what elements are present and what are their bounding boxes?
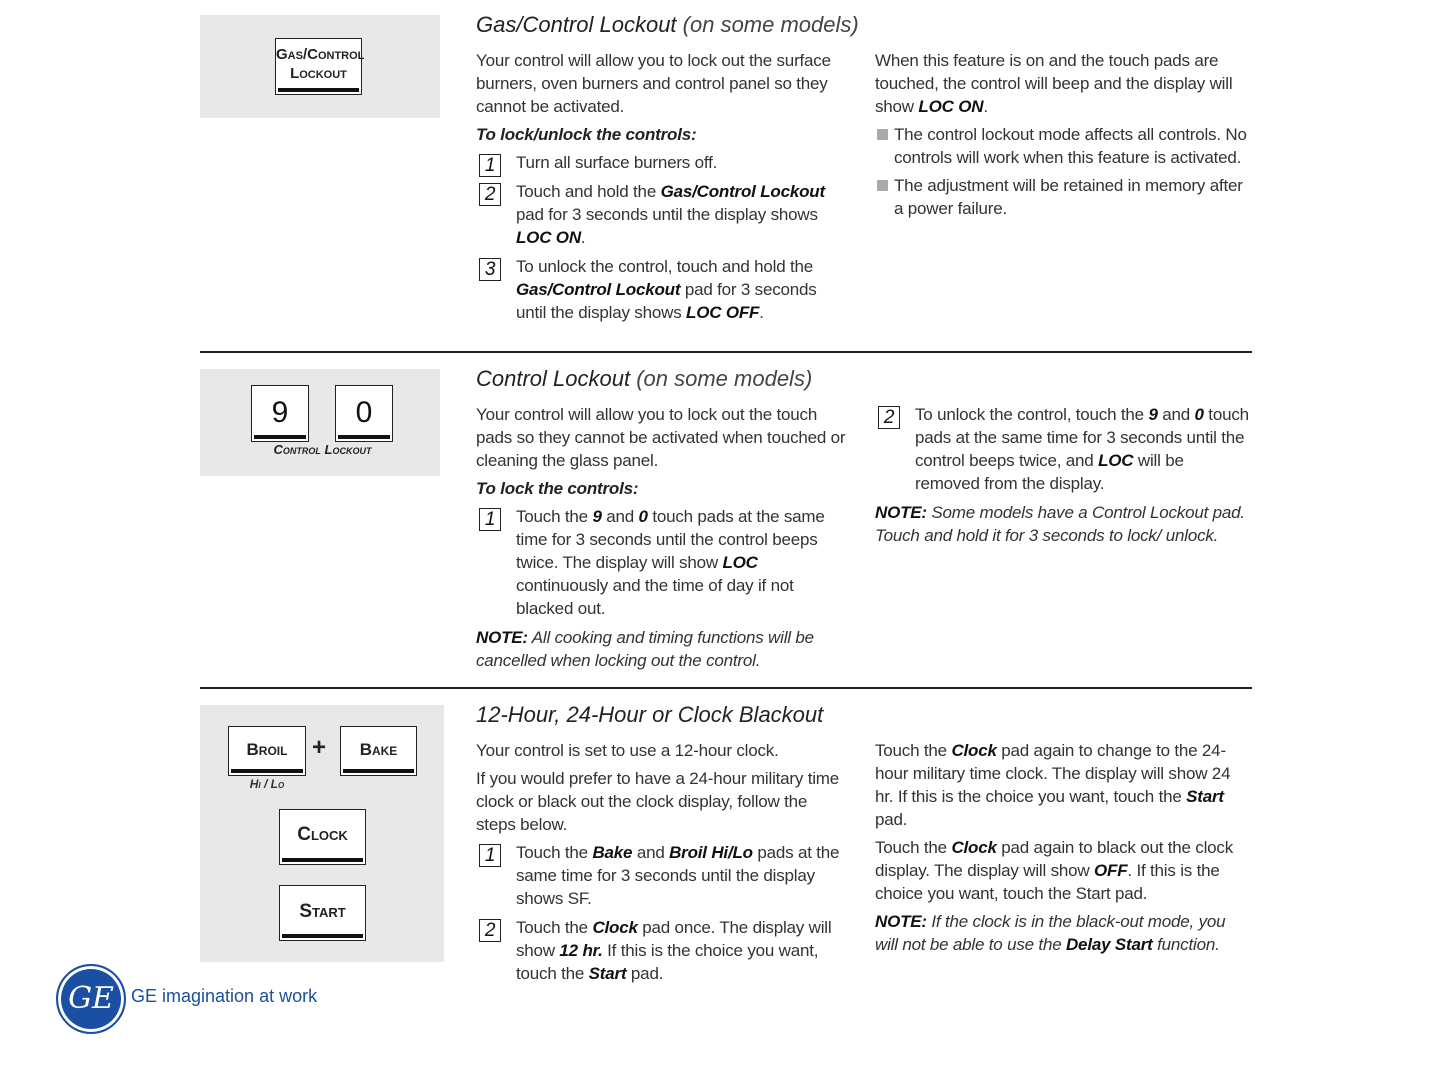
- emphasis-text: Start: [588, 964, 627, 983]
- control-lockout-label: Control Lockout: [273, 442, 372, 457]
- pad-9: [251, 385, 309, 442]
- text: pad.: [626, 964, 664, 983]
- note: [875, 910, 1250, 956]
- note: [875, 501, 1250, 547]
- emphasis-text: 9: [592, 507, 602, 526]
- text: Touch the: [516, 918, 593, 937]
- text: To unlock the control, touch and hold the: [516, 257, 814, 276]
- section-title: [476, 702, 1256, 736]
- text: If you would prefer to have a 24-hour military time clock or black out the clock display, follow the steps below.: [476, 769, 840, 834]
- text: Your control will allow you to lock out the touch pads so they cannot be activated when touched or cleaning the glass panel.: [476, 405, 846, 470]
- text: Turn all surface burners off.: [516, 153, 718, 172]
- step-item: [476, 916, 851, 985]
- step-number-icon: 2: [479, 919, 501, 942]
- gas-control-lockout-illustration: [200, 15, 440, 118]
- paragraph: [875, 836, 1250, 905]
- emphasis-text: NOTE:: [875, 503, 927, 522]
- step-item: [476, 841, 851, 910]
- pad-label: Gas/Control: [276, 46, 365, 63]
- bullet-item: [875, 174, 1250, 220]
- emphasis-text: LOC ON: [918, 97, 984, 116]
- pad-label: Broil: [246, 740, 288, 759]
- emphasis-text: LOC: [1098, 451, 1134, 470]
- text: If this is the choice you want, touch the: [516, 941, 819, 983]
- text: The adjustment will be retained in memory after a power failure.: [894, 176, 1243, 218]
- gas-control-lockout-pad: [275, 38, 365, 95]
- text: The control lockout mode affects all controls. No controls will work when this feature is activated.: [894, 125, 1247, 167]
- text: Touch the: [875, 741, 952, 760]
- control-lockout-section: [476, 366, 1256, 670]
- left-column: [476, 403, 851, 677]
- text: pad.: [875, 810, 908, 829]
- emphasis-text: LOC OFF: [686, 303, 760, 322]
- logo-text: GE: [68, 981, 114, 1016]
- emphasis-text: Clock: [951, 838, 997, 857]
- control-lockout-illustration: [200, 369, 440, 476]
- right-column: [875, 403, 1250, 552]
- bullet-item: [875, 123, 1250, 169]
- text: . If this is the choice you want, touch the Start pad.: [875, 861, 1220, 903]
- text: Touch the: [875, 838, 952, 857]
- text: and: [632, 843, 670, 862]
- section-divider: [200, 687, 1252, 689]
- paragraph: [476, 739, 851, 762]
- emphasis-text: LOC: [722, 553, 758, 572]
- text: To lock the controls:: [476, 479, 639, 498]
- hi-lo-label: Hi / Lo: [249, 777, 285, 791]
- text: Some models have a Control Lockout pad. Touch and hold it for 3 seconds to lock/ unlock.: [875, 503, 1245, 545]
- clock-illustration: [200, 705, 444, 962]
- section-divider: [200, 351, 1252, 353]
- pad-label: Clock: [297, 824, 348, 845]
- text: function.: [1152, 935, 1220, 954]
- text: pad for 3 seconds until the display shows: [516, 205, 818, 224]
- pad-label: Bake: [359, 740, 398, 759]
- emphasis-text: Clock: [592, 918, 638, 937]
- emphasis-text: 0: [638, 507, 648, 526]
- plus-sign: +: [312, 734, 327, 761]
- title-text: Gas/Control Lockout: [476, 12, 677, 37]
- broil-pad: [228, 726, 306, 776]
- emphasis-text: Gas/Control Lockout: [660, 182, 825, 201]
- text: If the clock is in the black-out mode, you will not be able to use the: [875, 912, 1226, 954]
- text: pad once. The display will show: [516, 918, 832, 960]
- text: touch pads at the same time for 3 seconds until the control beeps twice. The display will show: [516, 507, 825, 572]
- paragraph: [875, 739, 1250, 831]
- step-item: [476, 151, 851, 174]
- text: pad for 3 seconds until the display shows: [516, 280, 817, 322]
- text: and: [601, 507, 639, 526]
- text: All cooking and timing functions will be cancelled when locking out the control.: [476, 628, 814, 670]
- text: continuously and the time of day if not blacked out.: [516, 576, 794, 618]
- step-item: [476, 255, 851, 324]
- pad-0: [335, 385, 393, 442]
- paragraph: [476, 767, 851, 836]
- subheading: [476, 477, 851, 500]
- emphasis-text: 12 hr.: [559, 941, 603, 960]
- step-number-icon: 3: [479, 258, 501, 281]
- emphasis-text: NOTE:: [476, 628, 528, 647]
- left-column: [476, 739, 851, 991]
- text: pads at the same time for 3 seconds until the display shows SF.: [516, 843, 840, 908]
- clock-blackout-section: [476, 702, 1256, 983]
- emphasis-text: NOTE:: [875, 912, 927, 931]
- start-pad: [279, 885, 366, 941]
- step-number-icon: 1: [479, 154, 501, 177]
- title-subtitle: (on some models): [630, 366, 813, 391]
- paragraph: [476, 403, 851, 472]
- text: pad again to change to the 24-hour military time clock. The display will show 24 hr. If this is the choice you want, touch the: [875, 741, 1231, 806]
- text: .: [759, 303, 764, 322]
- emphasis-text: 9: [1148, 405, 1158, 424]
- paragraph: [476, 49, 851, 118]
- clock-pad: [279, 809, 366, 865]
- text: .: [580, 228, 586, 247]
- emphasis-text: LOC ON: [516, 228, 581, 247]
- text: Touch and hold the: [516, 182, 661, 201]
- right-column: [875, 49, 1250, 225]
- section-title: [476, 12, 1256, 46]
- bake-pad: [340, 726, 417, 776]
- section-title: [476, 366, 1256, 400]
- note: [476, 626, 851, 672]
- pad-label: 0: [355, 396, 373, 429]
- left-column: [476, 49, 851, 330]
- emphasis-text: Clock: [951, 741, 997, 760]
- text: Touch the: [516, 843, 593, 862]
- emphasis-text: Gas/Control Lockout: [516, 280, 681, 299]
- title-text: 12-Hour, 24-Hour or Clock Blackout: [476, 702, 824, 727]
- text: Your control is set to use a 12-hour clock.: [476, 741, 779, 760]
- step-item: [875, 403, 1250, 495]
- emphasis-text: Broil Hi/Lo: [669, 843, 753, 862]
- text: To lock/unlock the controls:: [476, 125, 697, 144]
- step-number-icon: 2: [878, 406, 900, 429]
- emphasis-text: OFF: [1094, 861, 1128, 880]
- paragraph: [875, 49, 1250, 118]
- text: To unlock the control, touch the: [915, 405, 1149, 424]
- text: pad again to black out the clock display. The display will show: [875, 838, 1234, 880]
- emphasis-text: Bake: [592, 843, 633, 862]
- step-number-icon: 1: [479, 508, 501, 531]
- text: .: [983, 97, 988, 116]
- pad-label: 9: [271, 396, 289, 429]
- step-number-icon: 1: [479, 844, 501, 867]
- title-subtitle: (on some models): [676, 12, 859, 37]
- pad-label: Start: [299, 901, 346, 922]
- step-number-icon: 2: [479, 183, 501, 206]
- pad-label: Lockout: [290, 65, 347, 82]
- emphasis-text: 0: [1194, 405, 1204, 424]
- gas-control-lockout-section: [476, 12, 1256, 322]
- step-item: [476, 505, 851, 620]
- text: When this feature is on and the touch pads are touched, the control will beep and the display will show: [875, 51, 1233, 116]
- text: touch pads at the same time for 3 seconds until the control beeps twice, and: [915, 405, 1249, 470]
- text: and: [1157, 405, 1195, 424]
- text: Touch the: [516, 507, 593, 526]
- step-item: [476, 180, 851, 249]
- text: will be removed from the display.: [915, 451, 1184, 493]
- emphasis-text: Delay Start: [1065, 935, 1153, 954]
- ge-tagline: GE imagination at work: [131, 986, 318, 1006]
- ge-logo: [56, 964, 126, 1034]
- emphasis-text: Start: [1186, 787, 1224, 806]
- right-column: [875, 739, 1250, 961]
- subheading: [476, 123, 851, 146]
- text: Your control will allow you to lock out the surface burners, oven burners and control panel so they cannot be activated.: [476, 51, 831, 116]
- title-text: Control Lockout: [476, 366, 631, 391]
